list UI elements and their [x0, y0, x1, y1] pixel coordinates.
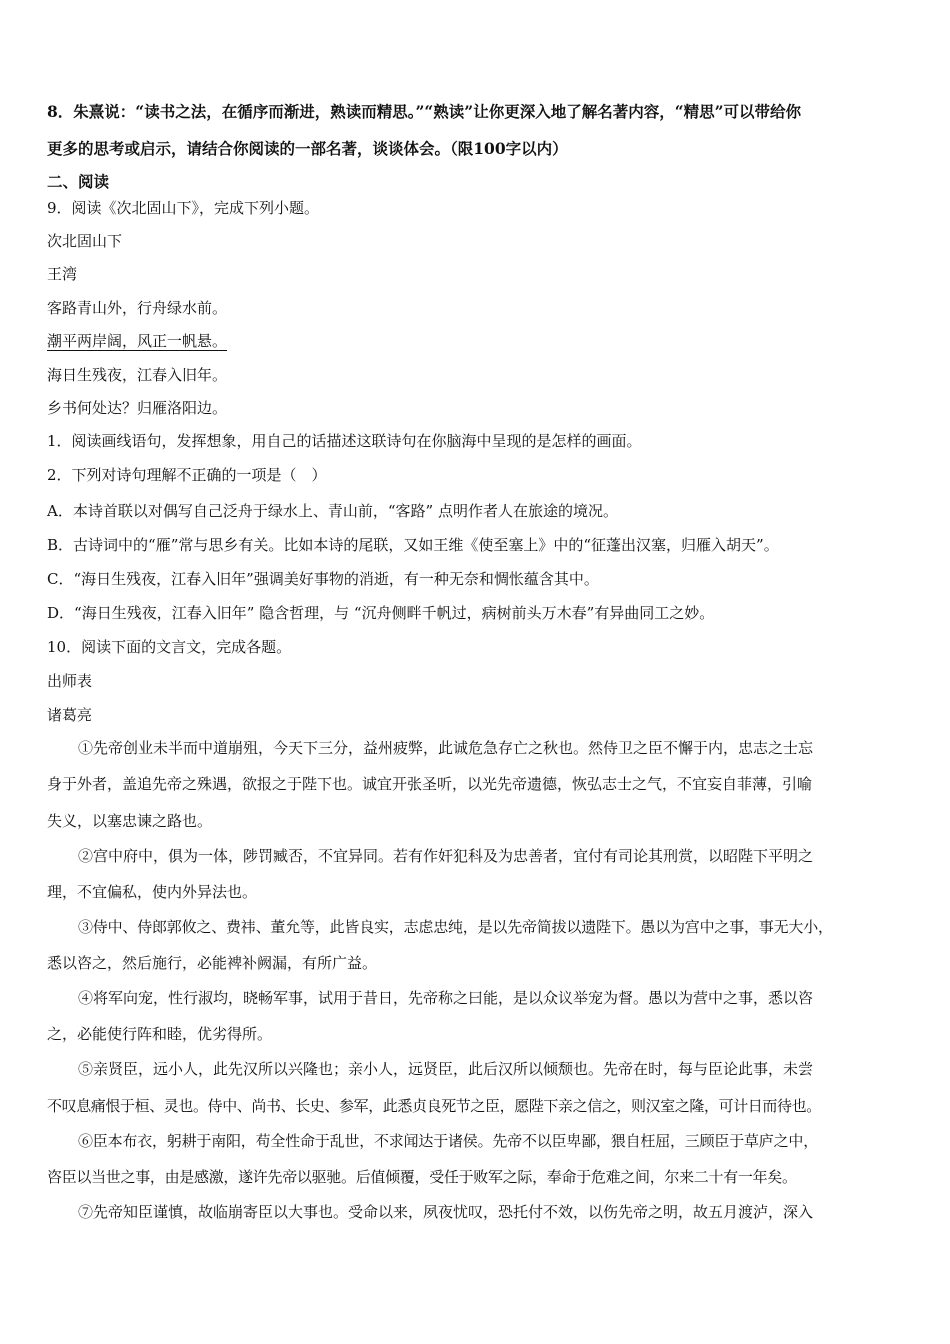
passage-line: 理，不宜偏私，使内外异法也。	[47, 883, 258, 901]
option-c: C．“海日生残夜，江春入旧年”强调美好事物的消逝，有一种无奈和惆怅蕴含其中。	[47, 570, 599, 588]
poem-title: 次北固山下	[47, 232, 123, 250]
passage-line: ④将军向宠，性行淑均，晓畅军事，试用于昔日，先帝称之曰能，是以众议举宠为督。愚以为营中之事，悉以咨	[78, 989, 814, 1007]
passage-line: ②宫中府中，俱为一体，陟罚臧否，不宜异同。若有作奸犯科及为忠善者，宜付有司论其刑赏，以昭陛下平明之	[78, 847, 814, 865]
passage-line: ⑥臣本布衣，躬耕于南阳，苟全性命于乱世，不求闻达于诸侯。先帝不以臣卑鄙，猥自枉屈，三顾臣于草庐之中，	[78, 1132, 819, 1150]
passage-line: 之，必能使行阵和睦，优劣得所。	[47, 1025, 273, 1043]
passage-line: 身于外者，盖追先帝之殊遇，欲报之于陛下也。诚宜开张圣听，以光先帝遗德，恢弘志士之气，不宜妄自菲薄，引喻	[47, 775, 813, 793]
poem-line: 乡书何处达？归雁洛阳边。	[47, 399, 228, 417]
passage-author: 诸葛亮	[47, 706, 93, 724]
passage-line: ③侍中、侍郎郭攸之、费祎、董允等，此皆良实，志虑忠纯，是以先帝简拔以遗陛下。愚以为宫中之事，事无大小，	[78, 918, 833, 936]
passage-line: ⑤亲贤臣，远小人，此先汉所以兴隆也；亲小人，远贤臣，此后汉所以倾颓也。先帝在时，每与臣论此事，未尝	[78, 1060, 814, 1078]
poem-line: 海日生残夜，江春入旧年。	[47, 366, 228, 384]
poem-line-underlined: 潮平两岸阔，风正一帆悬。	[47, 332, 228, 350]
q9-subquestion-1: 1．阅读画线语句，发挥想象，用自己的话描述这联诗句在你脑海中呈现的是怎样的画面。	[47, 432, 642, 450]
passage-line: 悉以咨之，然后施行，必能裨补阙漏，有所广益。	[47, 954, 378, 972]
passage-line: 咨臣以当世之事，由是感激，遂许先帝以驱驰。后值倾覆，受任于败军之际，奉命于危难之间，尔来二十有一年矣。	[47, 1168, 797, 1186]
passage-line: ⑦先帝知臣谨慎，故临崩寄臣以大事也。受命以来，夙夜忧叹，恐托付不效，以伤先帝之明，故五月渡泸，深入	[78, 1203, 814, 1221]
poem-line: 客路青山外，行舟绿水前。	[47, 299, 228, 317]
q8-text-line-2: 更多的思考或启示，请结合你阅读的一部名著，谈谈体会。（限100字以内）	[47, 139, 568, 158]
q10-prompt: 10．阅读下面的文言文，完成各题。	[47, 638, 292, 656]
q9-prompt: 9．阅读《次北固山下》，完成下列小题。	[47, 199, 320, 217]
option-b: B．古诗词中的“雁”常与思乡有关。比如本诗的尾联，又如王维《使至塞上》中的“征蓬出汉塞，归雁入胡天”。	[47, 536, 779, 554]
passage-line: 不叹息痛恨于桓、灵也。侍中、尚书、长史、参军，此悉贞良死节之臣，愿陛下亲之信之，则汉室之隆，可计日而待也。	[47, 1097, 821, 1115]
option-d: D．“海日生残夜，江春入旧年” 隐含哲理，与 “沉舟侧畔千帆过，病树前头万木春”有异曲同工之妙。	[47, 604, 715, 622]
q8-text-line-1: 8．朱熹说：“读书之法，在循序而渐进，熟读而精思。”“熟读”让你更深入地了解名著内容，“精思”可以带给你	[47, 102, 802, 121]
passage-line: 失义，以塞忠谏之路也。	[47, 812, 213, 830]
poem-author: 王湾	[47, 265, 78, 283]
q9-subquestion-2: 2．下列对诗句理解不正确的一项是（ ）	[47, 466, 327, 484]
passage-title: 出师表	[47, 672, 93, 690]
passage-line: ①先帝创业未半而中道崩殂，今天下三分，益州疲弊，此诚危急存亡之秋也。然侍卫之臣不懈于内，忠志之士忘	[78, 739, 814, 757]
option-a: A．本诗首联以对偶写自己泛舟于绿水上、青山前，“客路” 点明作者人在旅途的境况。	[47, 502, 618, 520]
section-heading: 二、阅读	[47, 172, 110, 191]
